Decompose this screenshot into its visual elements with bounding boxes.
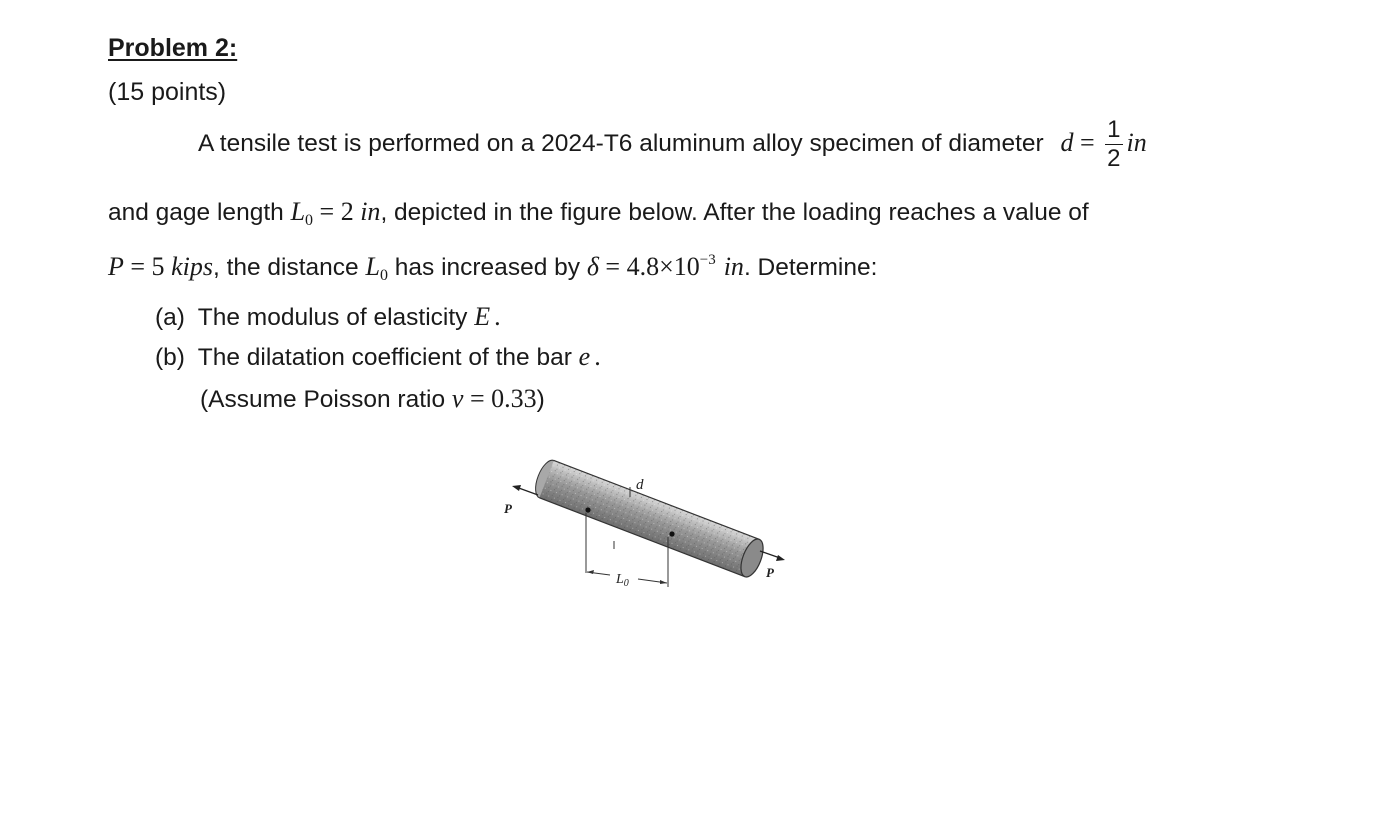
load-symbol: P — [108, 252, 124, 281]
delta-value: = 4.8×10 — [598, 252, 700, 281]
poisson-value: = 0.33 — [463, 384, 537, 413]
dilatation-symbol: e — [578, 342, 591, 371]
statement-line-1 — [198, 118, 1147, 171]
poisson-note-text: (Assume Poisson ratio — [200, 386, 452, 413]
part-b — [155, 342, 601, 372]
problem-points: (15 points) — [108, 78, 227, 106]
statement-line-3 — [108, 252, 877, 285]
statement-text-2b: , depicted in the figure below. After the loading reaches a value of — [380, 199, 1089, 226]
part-a-text: The modulus of elasticity — [197, 304, 475, 331]
diameter-symbol: d — [1060, 127, 1074, 157]
distance-subscript: 0 — [379, 267, 388, 284]
load-unit: kips — [171, 252, 213, 281]
delta-exponent: −3 — [699, 252, 716, 268]
diameter-label: d — [636, 477, 644, 493]
gage-arrow-left — [587, 570, 594, 574]
diameter-equals: = — [1073, 127, 1102, 157]
statement-text-1: A tensile test is performed on a 2024-T6 aluminum alloy specimen of diameter — [198, 129, 1044, 157]
statement-line-2 — [108, 197, 1089, 230]
gage-point-left — [585, 507, 590, 512]
statement-text-3a: , the distance — [212, 254, 366, 281]
problem-title: Problem 2: — [108, 34, 238, 62]
part-a-end: . — [494, 302, 501, 331]
gage-length-unit: in — [360, 197, 381, 226]
statement-text-3c: . Determine: — [743, 254, 878, 281]
gage-length-symbol: L — [290, 197, 306, 226]
part-a — [155, 302, 501, 332]
modulus-symbol: E — [474, 302, 491, 331]
load-label-left: P — [504, 501, 512, 516]
part-b-text: The dilatation coefficient of the bar — [197, 344, 579, 371]
load-value: = 5 — [123, 252, 172, 281]
load-arrow-right-head — [776, 555, 785, 561]
tensile-specimen-figure — [490, 455, 810, 595]
poisson-symbol: ν — [451, 384, 464, 413]
distance-symbol: L — [365, 252, 380, 281]
poisson-note-end: ) — [536, 386, 545, 413]
delta-unit: in — [723, 252, 744, 281]
delta-symbol: δ — [586, 252, 599, 281]
part-b-label: (b) — [155, 344, 185, 371]
load-label-right: P — [766, 565, 774, 580]
statement-text-2a: and gage length — [108, 199, 291, 226]
statement-text-3b: has increased by — [387, 254, 587, 281]
specimen-bar — [531, 457, 768, 580]
part-a-label: (a) — [155, 304, 185, 331]
gage-point-right — [669, 531, 674, 536]
fraction-denominator: 2 — [1107, 145, 1121, 172]
diameter-fraction — [1105, 118, 1122, 171]
gage-arrow-right — [660, 580, 667, 584]
gage-length-label: $L_0$ — [616, 572, 629, 589]
part-b-end: . — [594, 342, 601, 371]
gage-length-value: = 2 — [313, 197, 361, 226]
fraction-numerator: 1 — [1107, 116, 1121, 143]
poisson-note — [200, 384, 545, 414]
gage-length-subscript: 0 — [305, 212, 314, 229]
load-arrow-left-head — [512, 485, 521, 491]
diameter-unit: in — [1126, 127, 1147, 157]
